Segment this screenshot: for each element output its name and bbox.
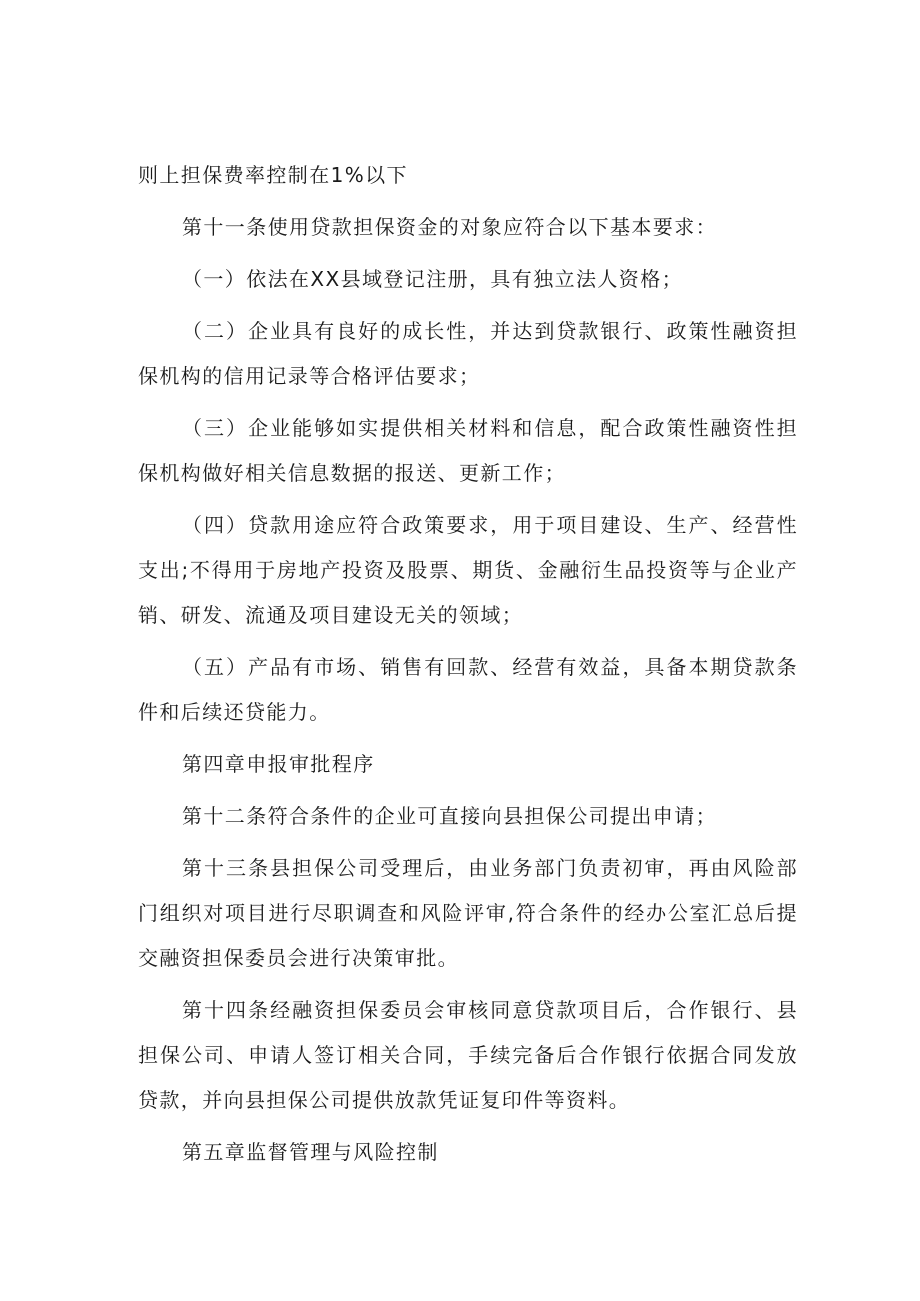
article-13: 第十三条县担保公司受理后，由业务部门负责初审，再由风险部门组织对项目进行尽职调查和风险评审,符合条件的经办公室汇总后提交融资担保委员会进行决策审批。: [138, 856, 798, 970]
requirement-item-2: （二）企业具有良好的成长性，并达到贷款银行、政策性融资担保机构的信用记录等合格评估要求；: [138, 319, 798, 388]
article-14: 第十四条经融资担保委员会审核同意贷款项目后，合作银行、县担保公司、申请人签订相关合同，手续完备后合作银行依据合同发放贷款，并向县担保公司提供放款凭证复印件等资料。: [138, 998, 798, 1112]
chapter-5-heading: 第五章监督管理与风险控制: [182, 1140, 439, 1164]
requirement-item-5: （五）产品有市场、销售有回款、经营有效益，具备本期贷款条件和后续还贷能力。: [138, 655, 798, 724]
article-12: 第十二条符合条件的企业可直接向县担保公司提出申请；: [182, 804, 717, 828]
requirement-item-1: （一）依法在XX县域登记注册，具有独立法人资格；: [182, 267, 684, 291]
requirement-item-4: （四）贷款用途应符合政策要求，用于项目建设、生产、经营性支出;不得用于房地产投资及股票、期货、金融衍生品投资等与企业产销、研发、流通及项目建设无关的领域；: [138, 513, 798, 627]
paragraph-fee-rate: 则上担保费率控制在1%以下: [138, 163, 408, 187]
document-body: [138, 153, 798, 1175]
requirement-item-3: （三）企业能够如实提供相关材料和信息，配合政策性融资性担保机构做好相关信息数据的报送、更新工作；: [138, 416, 798, 485]
article-11-heading: 第十一条使用贷款担保资金的对象应符合以下基本要求：: [182, 215, 717, 239]
chapter-4-heading: 第四章申报审批程序: [182, 752, 375, 776]
